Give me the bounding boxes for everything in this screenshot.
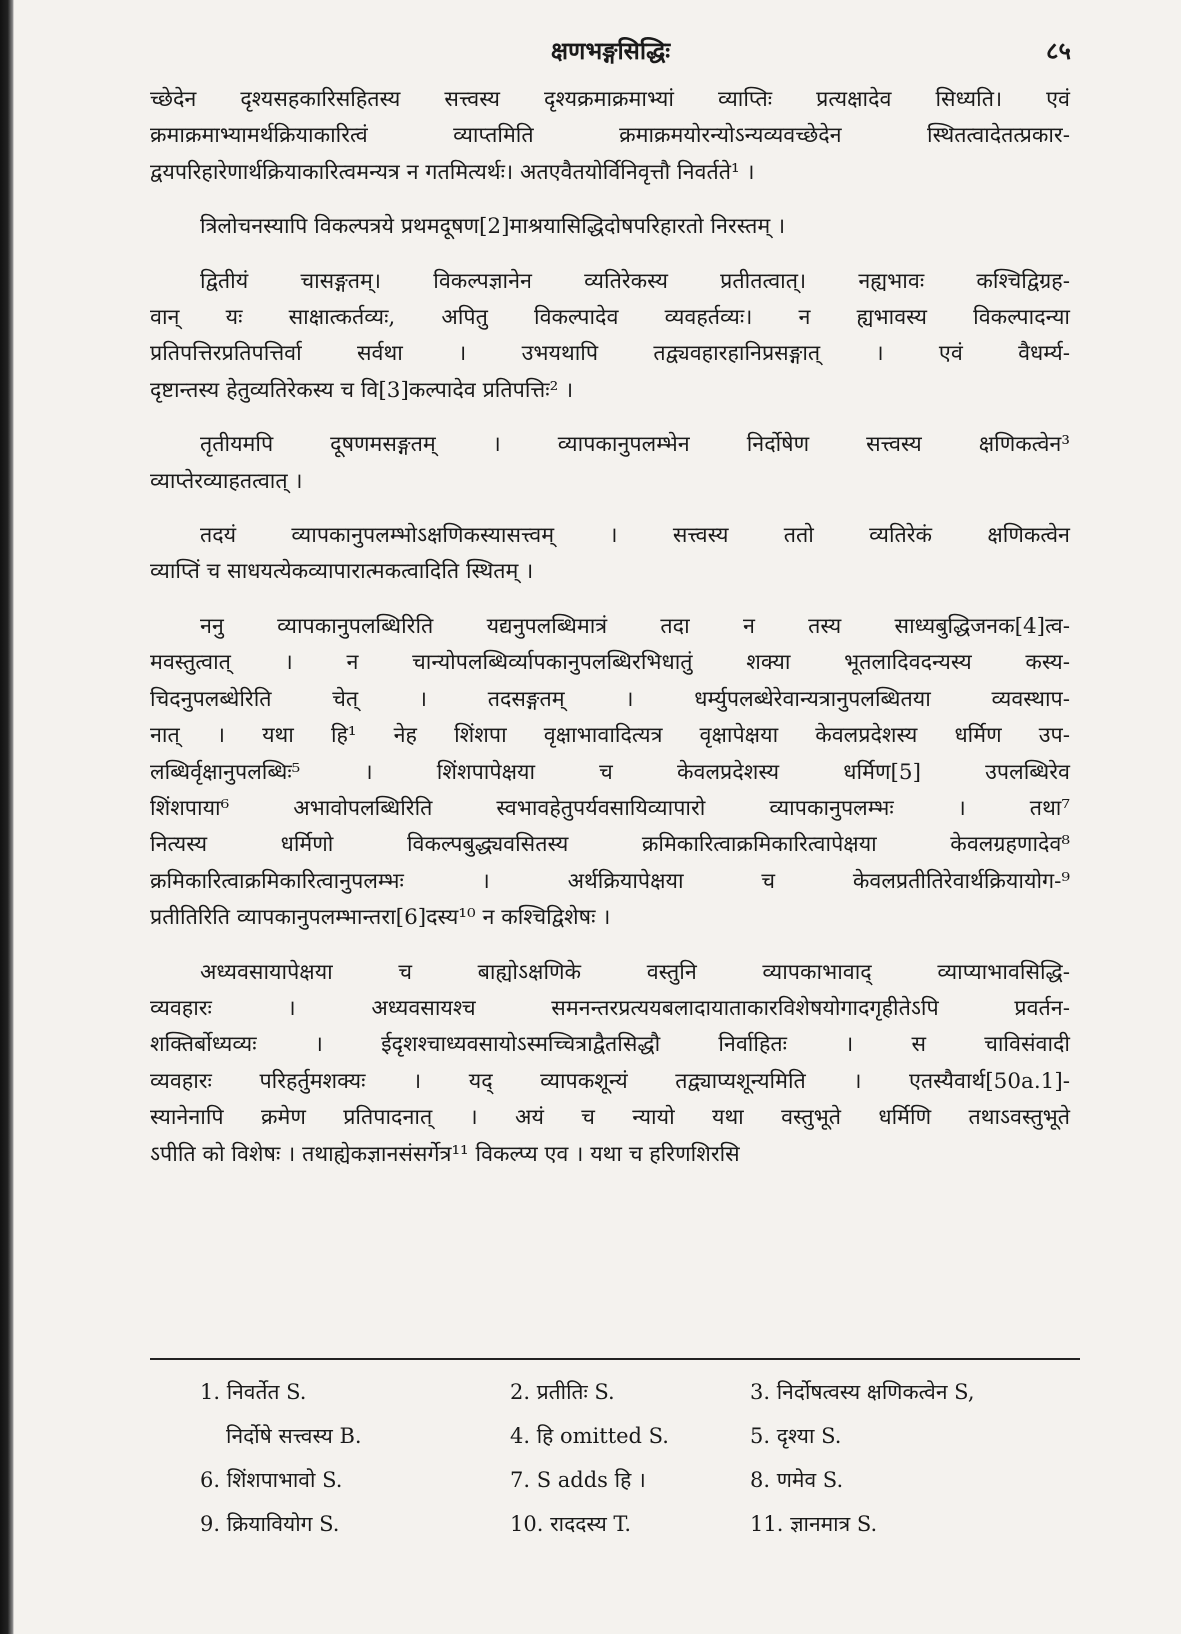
- paragraph: [150, 518, 1070, 591]
- text-line: दृष्टान्तस्य हेतुव्यतिरेकस्य च वि[3]कल्पादेव प्रतिपत्तिः² ।: [150, 377, 574, 403]
- text-line: मवस्तुत्वात् । न चान्योपलब्धिर्व्यापकानुपलब्धिरभिधातुं शक्या भूतलादिवदन्यस्य कस्य-: [150, 650, 1070, 676]
- footnote-divider: [150, 1358, 1080, 1360]
- text-line: व्याप्तिं च साधयत्येकव्यापारात्मकत्वादिति स्थितम् ।: [150, 559, 534, 585]
- page-number: ८५: [1046, 36, 1071, 65]
- text-line: च्छेदेन दृश्यसहकारिसहितस्य सत्त्वस्य दृश्यक्रमाक्रमाभ्यां व्याप्तिः प्रत्यक्षादेव सिध्यति। एवं: [150, 87, 1070, 112]
- text-line: क्रमाक्रमाभ्यामर्थक्रियाकारित्वं व्याप्तमिति क्रमाक्रमयोरन्योऽन्यव्यवच्छेदेन स्थितत्वादेतत्प्रकार-: [150, 123, 1070, 149]
- paragraph: [150, 609, 1070, 937]
- footnote: 11. ज्ञानमात्र S.: [750, 1512, 878, 1536]
- text-line: क्रमिकारित्वाक्रमिकारित्वानुपलम्भः । अर्थक्रियापेक्षया च केवलप्रतीतिरेवार्थक्रियायोग-⁹: [150, 868, 1070, 894]
- text-line: चिदनुपलब्धेरिति चेत् । तदसङ्गतम् । धर्म्युपलब्धेरेवान्यत्रानुपलब्धितया व्यवस्थाप-: [150, 686, 1070, 712]
- text-line: नित्यस्य धर्मिणो विकल्पबुद्ध्यवसितस्य क्रमिकारित्वाक्रमिकारित्वापेक्षया केवलग्रहणादेव⁸: [150, 832, 1070, 858]
- text-line: शिंशपाया⁶ अभावोपलब्धिरिति स्वभावहेतुपर्यवसायिव्यापारो व्यापकानुपलम्भः । तथा⁷: [150, 795, 1070, 821]
- footnote: 1. निवर्तेत S.: [200, 1380, 307, 1404]
- page-header: [150, 30, 1071, 70]
- text-line: ऽपीति को विशेषः । तथाह्येकज्ञानसंसर्गेत्र¹¹ विकल्प्य एव । यथा च हरिणशिरसि: [150, 1141, 740, 1167]
- footnote: निर्दोषे सत्त्वस्य B.: [226, 1424, 362, 1448]
- text-line: व्यवहारः परिहर्तुमशक्यः । यद् व्यापकशून्यं तद्व्याप्यशून्यमिति । एतस्यैवार्थ[50a.1]-: [150, 1068, 1070, 1094]
- footnote: 6. शिंशपाभावो S.: [200, 1468, 343, 1492]
- main-text: [150, 82, 1070, 1191]
- footnote: 7. S adds हि ।: [510, 1468, 646, 1492]
- footnote-row: [150, 1458, 1080, 1502]
- paragraph: [150, 427, 1070, 500]
- footnote: 5. दृश्या S.: [750, 1424, 842, 1448]
- footnote-row: [150, 1502, 1080, 1546]
- footnote: 8. णमेव S.: [750, 1468, 844, 1492]
- text-line: प्रतिपत्तिरप्रतिपत्तिर्वा सर्वथा । उभयथापि तद्व्यवहारहानिप्रसङ्गात् । एवं वैधर्म्य-: [150, 341, 1070, 367]
- text-line: व्याप्तेरव्याहतत्वात् ।: [150, 468, 303, 494]
- text-line: द्वितीयं चासङ्गतम्। विकल्पज्ञानेन व्यतिरेकस्य प्रतीतत्वात्। नह्यभावः कश्चिद्विग्रह-: [200, 268, 1070, 294]
- footnotes: [150, 1370, 1080, 1546]
- text-line: ननु व्यापकानुपलब्धिरिति यद्यनुपलब्धिमात्रं तदा न तस्य साध्यबुद्धिजनक[4]त्व-: [200, 613, 1070, 639]
- footnote-row: [150, 1370, 1080, 1414]
- text-line: प्रतीतिरिति व्यापकानुपलम्भान्तरा[6]दस्य¹⁰ न कश्चिद्विशेषः ।: [150, 905, 611, 931]
- paragraph: [150, 264, 1070, 410]
- paragraph: [150, 209, 1070, 245]
- footnote-row: [150, 1414, 1080, 1458]
- text-line: द्वयपरिहारेणार्थक्रियाकारित्वमन्यत्र न गतमित्यर्थः। अतएवैतयोर्विनिवृत्तौ निवर्तते¹ ।: [150, 159, 755, 185]
- text-line: वान् यः साक्षात्कर्तव्यः, अपितु विकल्पादेव व्यवहर्तव्यः। न ह्यभावस्य विकल्पादन्या: [150, 305, 1070, 331]
- text-line: स्यानेनापि क्रमेण प्रतिपादनात् । अयं च न्यायो यथा वस्तुभूते धर्मिणि तथाऽवस्तुभूते: [150, 1105, 1070, 1131]
- footnote: 2. प्रतीतिः S.: [510, 1380, 615, 1404]
- text-line: अध्यवसायापेक्षया च बाह्योऽक्षणिके वस्तुनि व्यापकाभावाद् व्याप्याभावसिद्धि-: [200, 959, 1070, 985]
- running-title: क्षणभङ्गसिद्धिः: [550, 36, 671, 65]
- paragraph: [150, 955, 1070, 1173]
- paragraph: [150, 82, 1070, 191]
- footnote: 9. क्रियावियोग S.: [200, 1512, 340, 1536]
- text-line: तृतीयमपि दूषणमसङ्गतम् । व्यापकानुपलम्भेन निर्दोषेण सत्त्वस्य क्षणिकत्वेन³: [200, 432, 1070, 458]
- text-line: नात् । यथा हि¹ नेह शिंशपा वृक्षाभावादित्यत्र वृक्षापेक्षया केवलप्रदेशस्य धर्मिण उप-: [150, 723, 1070, 749]
- text-line: लब्धिर्वृक्षानुपलब्धिः⁵ । शिंशपापेक्षया च केवलप्रदेशस्य धर्मिण[5] उपलब्धिरेव: [150, 759, 1070, 785]
- footnote: 10. राददस्य T.: [510, 1512, 632, 1536]
- text-line: शक्तिर्बोध्यव्यः । ईदृशश्चाध्यवसायोऽस्मच्चित्राद्वैतसिद्धौ निर्वाहितः । स चाविसंवादी: [150, 1032, 1070, 1058]
- text-line: तदयं व्यापकानुपलम्भोऽक्षणिकस्यासत्त्वम् । सत्त्वस्य ततो व्यतिरेकं क्षणिकत्वेन: [200, 523, 1070, 549]
- book-binding-shadow: [0, 0, 14, 1634]
- footnote: 4. हि omitted S.: [510, 1424, 669, 1448]
- text-line: त्रिलोचनस्यापि विकल्पत्रये प्रथमदूषण[2]माश्रयासिद्धिदोषपरिहारतो निरस्तम् ।: [200, 214, 786, 240]
- text-line: व्यवहारः । अध्यवसायश्च समनन्तरप्रत्ययबलादायाताकारविशेषयोगादगृहीतेऽपि प्रवर्तन-: [150, 995, 1070, 1021]
- footnote: 3. निर्दोषत्वस्य क्षणिकत्वेन S,: [750, 1380, 975, 1404]
